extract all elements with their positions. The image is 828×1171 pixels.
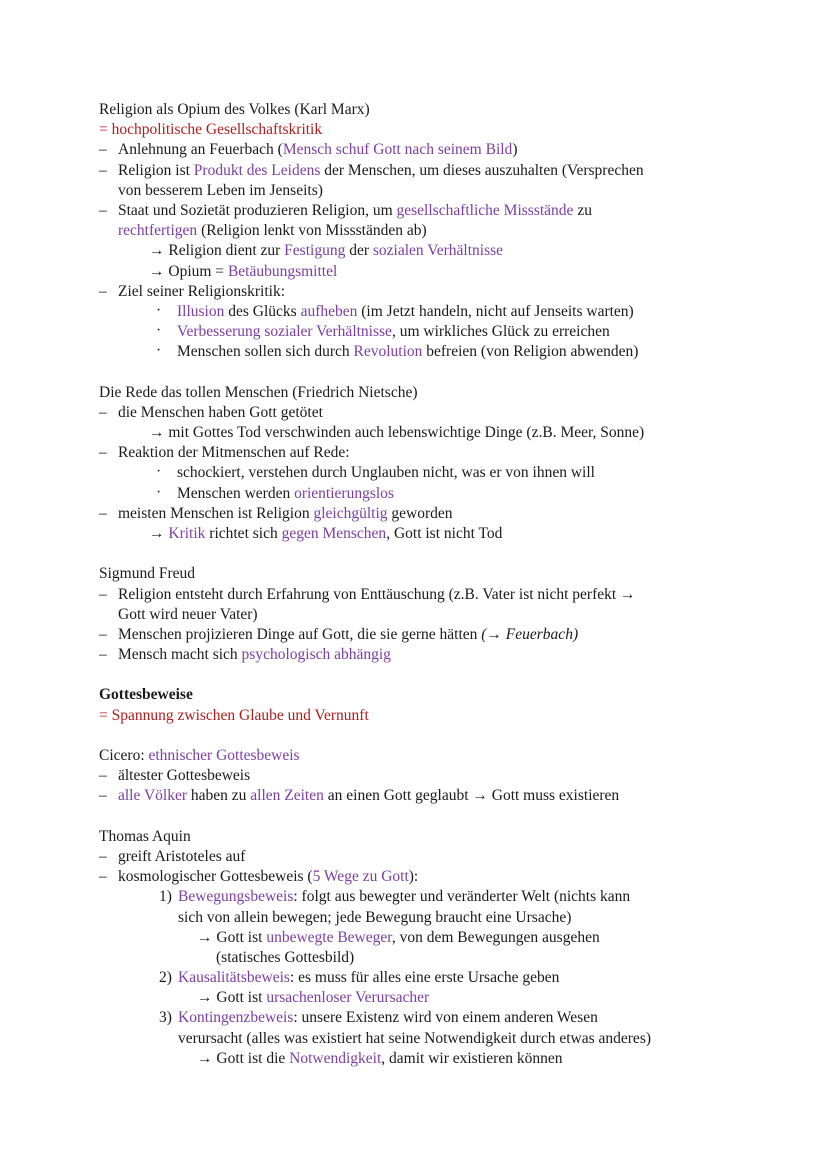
highlight: 5 Wege zu Gott xyxy=(312,868,409,886)
text: greift Aristoteles auf xyxy=(118,847,246,865)
list-item xyxy=(99,847,768,867)
text: Menschen projizieren Dinge auf Gott, die sie gerne hätten xyxy=(118,625,482,643)
section-title-nietzsche: Die Rede das tollen Menschen (Friedrich Nietsche) xyxy=(99,383,418,401)
section-title-cicero xyxy=(99,746,768,766)
highlight: rechtfertigen xyxy=(118,222,198,240)
spacer xyxy=(99,544,768,564)
text: → Gott ist xyxy=(197,928,267,946)
highlight: allen Zeiten xyxy=(250,787,324,805)
text: Mensch macht sich xyxy=(118,646,242,664)
text: ): xyxy=(408,868,419,886)
arrow-item xyxy=(99,262,768,282)
text: → Gott ist xyxy=(197,989,267,1007)
section-heading-gottesbeweise: Gottesbeweise xyxy=(99,686,193,704)
numbered-item xyxy=(99,968,768,988)
text: Menschen werden xyxy=(177,484,295,502)
arrow-item xyxy=(99,524,768,544)
section-title-aquin: Thomas Aquin xyxy=(99,827,191,845)
list-item xyxy=(99,867,768,887)
list-item xyxy=(99,403,768,423)
text: (statisches Gottesbild) xyxy=(216,948,355,966)
numbered-item xyxy=(99,887,768,907)
text: der xyxy=(345,242,373,260)
text: , von dem Bewegungen ausgehen xyxy=(391,928,600,946)
highlight: sozialen Verhältnisse xyxy=(372,242,504,260)
number-marker: 2) xyxy=(159,969,172,987)
numbered-item-continuation xyxy=(99,908,768,928)
text: ) xyxy=(512,141,518,159)
dash-marker: – xyxy=(99,141,107,159)
highlight: alle Völker xyxy=(118,787,188,805)
list-item xyxy=(99,443,768,463)
dash-marker: – xyxy=(99,504,107,522)
dash-marker: – xyxy=(99,787,107,805)
list-item-continuation xyxy=(99,605,768,625)
highlight: Kausalitätsbeweis xyxy=(178,969,290,987)
bullet-marker: · xyxy=(156,322,162,340)
spacer xyxy=(99,665,768,685)
dash-marker: – xyxy=(99,403,107,421)
bullet-item xyxy=(99,342,768,362)
highlight: Notwendigkeit xyxy=(289,1049,382,1067)
section-subtitle-gottesbeweise: = Spannung zwischen Glaube und Vernunft xyxy=(99,706,369,724)
highlight: psychologisch abhängig xyxy=(241,646,391,664)
arrow-item xyxy=(99,928,768,948)
text: geworden xyxy=(387,504,453,522)
text: (im Jetzt handeln, nicht auf Jenseits warten) xyxy=(357,302,634,320)
text: zu xyxy=(573,201,592,219)
text: Gott wird neuer Vater) xyxy=(118,605,258,623)
text: , damit wir existieren können xyxy=(381,1049,563,1067)
list-item xyxy=(99,201,768,221)
list-item xyxy=(99,282,768,302)
bullet-marker: · xyxy=(156,301,162,319)
highlight: gegen Menschen xyxy=(281,524,387,542)
highlight: Kritik xyxy=(168,524,206,542)
text: → Gott ist die xyxy=(197,1049,290,1067)
text: verursacht (alles was existiert hat seine Notwendigkeit durch etwas anderes) xyxy=(178,1029,652,1047)
bullet-marker: · xyxy=(156,483,162,501)
number-marker: 1) xyxy=(159,888,172,906)
text: meisten Menschen ist Religion xyxy=(118,504,314,522)
text: → mit Gottes Tod verschwinden auch lebenswichtige Dinge (z.B. Meer, Sonne) xyxy=(149,424,645,441)
reference: (→ Feuerbach) xyxy=(481,625,579,643)
bullet-item xyxy=(99,484,768,504)
arrow-item xyxy=(99,1049,768,1069)
text: : unsere Existenz wird von einem anderen Wesen xyxy=(293,1009,598,1027)
text: der Menschen, um dieses auszuhalten (Versprechen xyxy=(320,161,644,179)
spacer xyxy=(99,362,768,382)
text: haben zu xyxy=(187,787,251,805)
list-item xyxy=(99,786,768,806)
text: : es muss für alles eine erste Ursache geben xyxy=(289,969,560,987)
highlight: Betäubungsmittel xyxy=(227,262,338,280)
section-title-freud: Sigmund Freud xyxy=(99,565,196,583)
dash-marker: – xyxy=(99,161,107,179)
highlight: Kontingenzbeweis xyxy=(178,1009,294,1027)
highlight: Illusion xyxy=(177,302,225,320)
text: befreien (von Religion abwenden) xyxy=(422,343,639,361)
arrow-item xyxy=(99,988,768,1008)
highlight: unbewegte Beweger xyxy=(266,928,392,946)
number-marker: 3) xyxy=(159,1009,172,1027)
list-item-continuation xyxy=(99,221,768,241)
text: Religion ist xyxy=(118,161,194,179)
dash-marker: – xyxy=(99,282,107,300)
dash-marker: – xyxy=(99,585,107,603)
text: ältester Gottesbeweis xyxy=(118,767,251,785)
highlight: Revolution xyxy=(353,343,423,361)
highlight: Bewegungsbeweis xyxy=(178,888,294,906)
dash-marker: – xyxy=(99,625,107,643)
arrow-item xyxy=(99,241,768,261)
text: Anlehnung an Feuerbach ( xyxy=(118,141,283,159)
section-title-marx: Religion als Opium des Volkes (Karl Marx) xyxy=(99,101,370,118)
section-subtitle-marx: = hochpolitische Gesellschaftskritik xyxy=(99,121,323,139)
text: kosmologischer Gottesbeweis ( xyxy=(118,868,313,886)
text: schockiert, verstehen durch Unglauben nicht, was er von ihnen will xyxy=(177,464,595,482)
spacer xyxy=(99,726,768,746)
highlight: gleichgültig xyxy=(313,504,388,522)
text: → xyxy=(149,524,169,542)
list-item xyxy=(99,585,768,605)
highlight: gesellschaftliche Missstände xyxy=(396,201,574,219)
highlight: ursachenloser Verursacher xyxy=(266,989,430,1007)
list-item xyxy=(99,504,768,524)
text: , um wirkliches Glück zu erreichen xyxy=(391,323,610,341)
list-item xyxy=(99,645,768,665)
text: richtet sich xyxy=(205,524,282,542)
dash-marker: – xyxy=(99,868,107,886)
text: , Gott ist nicht Tod xyxy=(386,524,503,542)
dash-marker: – xyxy=(99,767,107,785)
list-item xyxy=(99,140,768,160)
highlight: orientierungslos xyxy=(294,484,394,502)
list-item xyxy=(99,625,768,645)
text: Religion entsteht durch Erfahrung von Enttäuschung (z.B. Vater ist nicht perfekt → xyxy=(118,585,636,603)
highlight: Mensch schuf Gott nach seinem Bild xyxy=(282,141,513,159)
bullet-marker: · xyxy=(156,342,162,360)
text: : folgt aus bewegter und veränderter Welt (nichts kann xyxy=(293,888,631,906)
text: → Opium = xyxy=(149,262,228,280)
text: Ziel seiner Religionskritik: xyxy=(118,282,286,300)
text: → Religion dient zur xyxy=(149,242,285,260)
list-item xyxy=(99,766,768,786)
numbered-item xyxy=(99,1008,768,1028)
text: die Menschen haben Gott getötet xyxy=(118,403,323,421)
text: Staat und Sozietät produzieren Religion, um xyxy=(118,201,397,219)
arrow-item-continuation xyxy=(99,948,768,968)
text: von besserem Leben im Jenseits) xyxy=(118,181,323,199)
dash-marker: – xyxy=(99,201,107,219)
bullet-item xyxy=(99,463,768,483)
dash-marker: – xyxy=(99,847,107,865)
dash-marker: – xyxy=(99,646,107,664)
highlight: Verbesserung sozialer Verhältnisse xyxy=(177,323,392,341)
highlight: Festigung xyxy=(284,242,346,260)
numbered-item-continuation xyxy=(99,1029,768,1049)
text: Cicero: xyxy=(99,747,149,764)
text: an einen Gott geglaubt → Gott muss existieren xyxy=(323,787,620,805)
list-item xyxy=(99,161,768,181)
bullet-item xyxy=(99,322,768,342)
text: (Religion lenkt von Missständen ab) xyxy=(197,222,427,240)
spacer xyxy=(99,807,768,827)
text: sich von allein bewegen; jede Bewegung braucht eine Ursache) xyxy=(178,908,572,926)
bullet-item xyxy=(99,302,768,322)
highlight: aufheben xyxy=(300,302,358,320)
text: Reaktion der Mitmenschen auf Rede: xyxy=(118,444,350,462)
text: Menschen sollen sich durch xyxy=(177,343,354,361)
text: des Glücks xyxy=(224,302,301,320)
highlight: ethnischer Gottesbeweis xyxy=(148,747,300,764)
arrow-item xyxy=(99,423,768,443)
list-item-continuation xyxy=(99,181,768,201)
highlight: Produkt des Leidens xyxy=(193,161,321,179)
bullet-marker: · xyxy=(156,463,162,481)
dash-marker: – xyxy=(99,444,107,462)
